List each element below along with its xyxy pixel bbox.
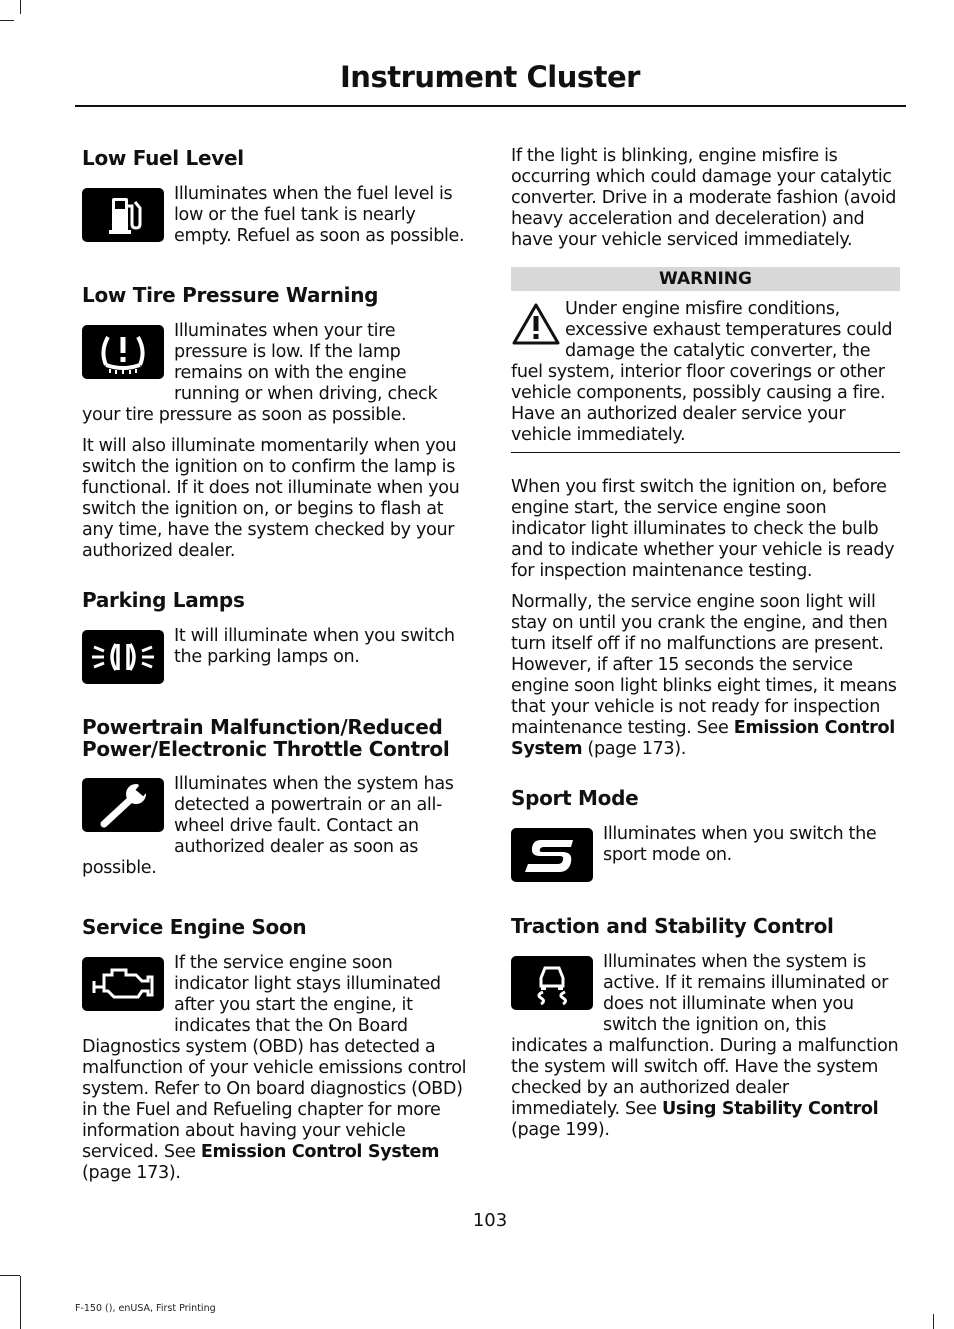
section-heading: Low Tire Pressure Warning <box>82 283 379 307</box>
section-parking-lamps <box>82 588 471 690</box>
powertrain-text: Illuminates when the system has detected a powertrain or an all-wheel drive fault. Contact an authorized dealer as soon as possible. <box>82 774 454 878</box>
parking-lamps-text: It will illuminate when you switch the parking lamps on. <box>174 626 455 667</box>
section-service-engine <box>82 915 471 1194</box>
section-tire-pressure <box>82 283 471 562</box>
first-switch-text: When you first switch the ignition on, before engine start, the service engine soon indicator light illuminates to check the bulb and to indicate whether your vehicle is ready for inspection maintenance testing. <box>511 477 895 581</box>
text-run: Normally, the service engine soon light will stay on until you crank the engine, and then turn itself off if no malfunctions are present. However, if after 15 seconds the service engine soon light blinks eight times, it means that your vehicle is not ready for inspection maintenance testing. See <box>511 592 897 738</box>
page-number: 103 <box>472 1210 508 1231</box>
section-heading: Parking Lamps <box>82 588 245 612</box>
section-heading <box>82 716 471 760</box>
text-run: (page 199). <box>511 1120 610 1140</box>
heading-line: Power/Electronic Throttle Control <box>82 737 450 761</box>
text-run: (page 173). <box>582 739 687 759</box>
cross-reference-link[interactable]: Using Stability Control <box>661 1099 879 1119</box>
fuel-pump-icon <box>82 188 164 242</box>
section-heading: Traction and Stability Control <box>511 914 834 938</box>
footer-text: F-150 (), enUSA, First Printing <box>75 1303 216 1314</box>
crop-mark <box>20 0 21 14</box>
sport-mode-text: Illuminates when you switch the sport mode on. <box>603 824 877 865</box>
section-heading: Service Engine Soon <box>82 915 307 939</box>
normally-text <box>511 592 900 760</box>
section-traction <box>511 914 900 1151</box>
section-heading: Low Fuel Level <box>82 146 244 170</box>
crop-mark <box>20 1276 21 1329</box>
crop-mark <box>0 20 14 21</box>
left-column <box>82 146 471 1220</box>
blinking-text: If the light is blinking, engine misfire is occurring which could damage your catalytic converter. Drive in a moderate fashion (avoid heavy acceleration and deceleration) and have your vehicle serviced immediately. <box>511 146 897 250</box>
right-column <box>511 146 900 1177</box>
section-heading: Sport Mode <box>511 786 639 810</box>
warning-triangle-icon <box>511 301 561 347</box>
low-fuel-text: Illuminates when the fuel level is low or the fuel tank is nearly empty. Refuel as soon as possible. <box>174 184 465 246</box>
tire-pressure-text-1: Illuminates when your tire pressure is low. If the lamp remains on with the engine running or when driving, check your tire pressure as soon as possible. <box>82 321 438 425</box>
section-powertrain <box>82 716 471 889</box>
text-run: (page 173). <box>82 1163 181 1183</box>
crop-mark <box>933 1314 934 1329</box>
crop-mark <box>0 1275 20 1276</box>
warning-box <box>511 267 900 453</box>
warning-text: Under engine misfire conditions, excessive exhaust temperatures could damage the catalytic converter, the fuel system, interior floor coverings or other vehicle components, possibly causing a fire. Have an authorized dealer service your vehicle immediately. <box>511 299 893 445</box>
cross-reference-link[interactable]: Emission Control System <box>511 718 895 759</box>
tire-pressure-text-2: It will also illuminate momentarily when you switch the ignition on to confirm the lamp is functional. If it does not illuminate when you switch the ignition on, or begins to flash at any time, have the system checked by your authorized dealer. <box>82 436 460 561</box>
wrench-icon <box>82 778 164 832</box>
heading-line: Powertrain Malfunction/Reduced <box>82 715 443 739</box>
warning-label: WARNING <box>511 267 900 291</box>
engine-icon <box>82 957 164 1011</box>
text-run: Illuminates when the system is active. If it remains illuminated or does not illuminate when you switch the ignition on, this indicates a malfunction. During a malfunction the system will switch off. Have the system checked by an authorized dealer immediately. See <box>511 952 899 1119</box>
section-sport-mode <box>511 786 900 888</box>
title-rule <box>75 105 906 107</box>
parking-lamps-icon <box>82 630 164 684</box>
page-title: Instrument Cluster <box>340 60 640 94</box>
text-run: If the service engine soon indicator light stays illuminated after you start the engine, it indicates that the On Board Diagnostics system (OBD) has detected a malfunction of your vehicle emissions control system. Refer to On board diagnostics (OBD) in the Fuel and Refueling chapter for more information about having your vehicle serviced. See <box>82 953 467 1162</box>
tire-pressure-icon <box>82 325 164 379</box>
traction-control-icon <box>511 956 593 1010</box>
sport-mode-icon <box>511 828 593 882</box>
section-low-fuel <box>82 146 471 257</box>
cross-reference-link[interactable]: Emission Control System <box>200 1142 440 1162</box>
